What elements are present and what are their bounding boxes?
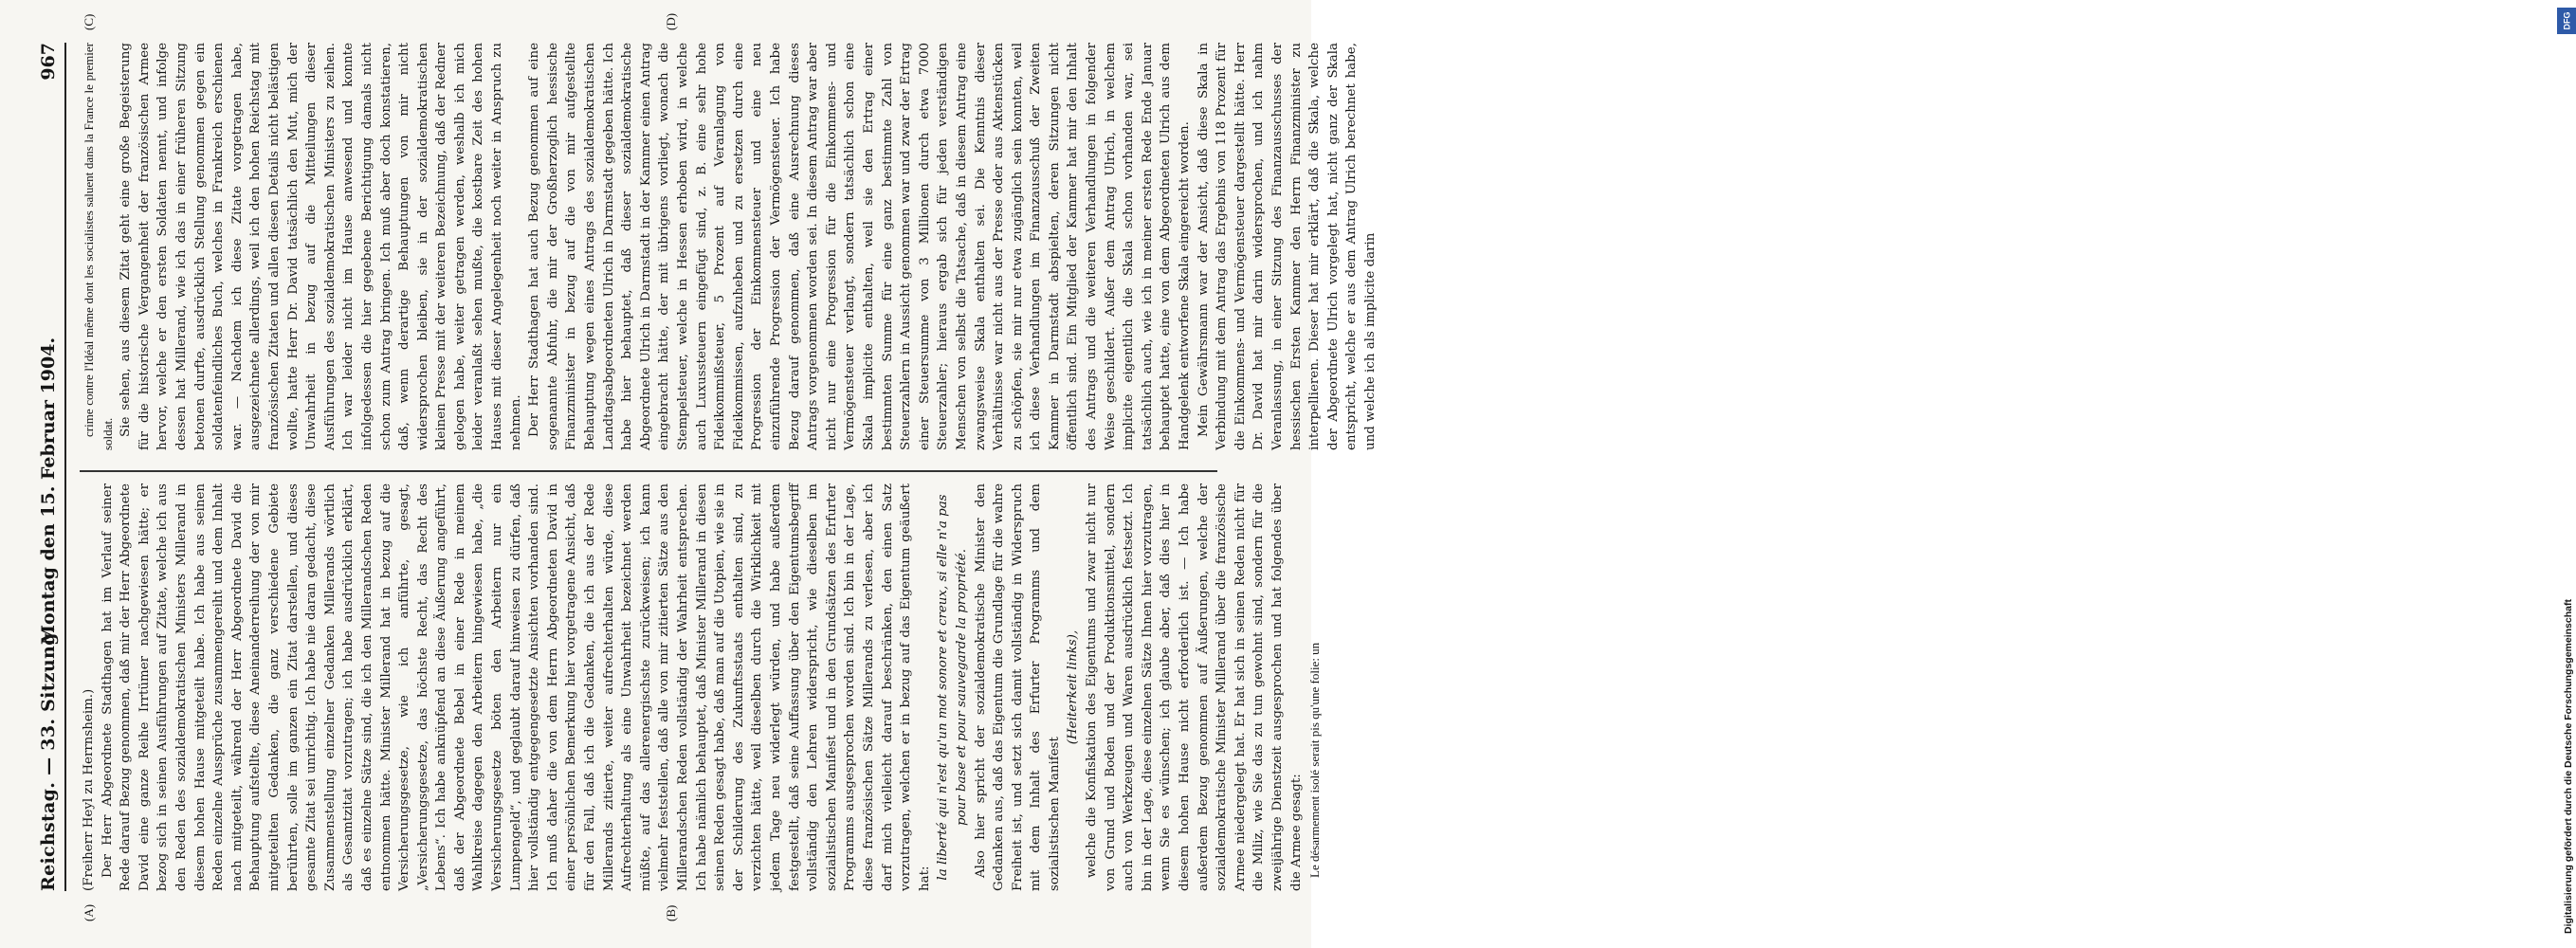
- quote-french: la liberté qui n'est qu'un mot sonore et creux, si elle n'a pas pour base et pour sauvegarde la propriété.: [936, 494, 969, 881]
- margin-marker-c: (C): [82, 13, 96, 30]
- dfg-logo: DFG: [2557, 8, 2576, 34]
- paragraph: Also hier spricht der sozialdemokratische Minister den Gedanken aus, daß das Eigentum die Grundlage für die wahre Freiheit ist, und setzt sich damit vollständig in Widerspruch mit dem Inhalt des Erfurter Programms und dem sozialistischen Manifest: [973, 483, 1062, 891]
- left-column: [80, 483, 1323, 891]
- margin-marker-b: (B): [664, 904, 678, 921]
- paragraph: Mein Gewährsmann war der Ansicht, daß diese Skala in Verbindung mit dem Antrag das Ergebnis von 118 Prozent für die Einkommens- und Vermögensteuer dargestellt hätte. Herr Dr. David hat mir darin widersprochen, und ich nahm Veranlassung, in einer Sitzung des Finanzausschusses der hessischen Ersten Kammer den Herrn Finanzminister zu interpellieren. Dieser hat mir erklärt, daß die Skala, welche der Abgeordnete Ulrich vorgelegt hat, nicht ganz der Skala entspricht, welche er aus dem Antrag Ulrich berechnet habe, und welche ich als implicite darin: [1196, 43, 1378, 450]
- quote-french: Le désarmement isolé serait pis qu'une folie: un: [1307, 642, 1323, 878]
- header-left: Reichstag. — 33. Sitzung.: [38, 626, 59, 891]
- paragraph: welche die Konfiskation des Eigentums und zwar nicht nur von Grund und Boden und der Produktionsmittel, sondern auch von Werkzeugen und Waren ausdrücklich festsetzt. Ich bin in der Lage, diese einzelnen Sätze Ihnen hier vorzutragen, wenn Sie es wünschen; ich glaube aber, daß dies hier in diesem hohen Hause nicht erforderlich ist. — Ich habe außerdem Bezug genommen auf Äußerungen, welche der sozialdemokratische Minister Millerand über die französische Armee niedergelegt hat. Er hat sich in seinen Reden nicht für die Miliz, wie Sie das zu tun gewohnt sind, sondern für die zweijährige Dienstzeit ausgesprochen und hat folgendes über die Armee gesagt:: [1085, 483, 1304, 891]
- header-center: Montag den 15. Februar 1904.: [38, 337, 59, 645]
- paragraph: Sie sehen, aus diesem Zitat geht eine große Begeisterung für die historische Vergangenheit der französischen Armee hervor, welche er den ersten Soldaten nennt, und infolge dessen hat Millerand, wie ich das in einer früheren Sitzung betonen durfte, ausdrücklich Stellung genommen gegen ein soldatenfeindliches Buch, welches in Frankreich erschienen war. — Nachdem ich diese Zitate vorgetragen habe, ausgezeichnete allerdings, weil ich den hohen Reichstag mit französischen Zitaten und allen diesen Details nicht belästigen wollte, hatte Herr Dr. David tatsächlich den Mut, mich der Unwahrheit in bezug auf die Mitteilungen dieser Ausführungen des sozialdemokratischen Ministers zu zeihen. Ich war leider nicht im Hause anwesend und konnte infolgedessen die hier gegebene Berichtigung damals nicht schon zum Antrag bringen. Ich muß aber doch konstatieren, daß, wenn derartige Behauptungen von mir nicht widersprochen bleiben, sie in der sozialdemokratischen kleinen Presse mit der weiteren Bezeichnung, daß der Redner gelogen habe, weiter getragen werden, weshalb ich mich leider veranlaßt sehen mußte, die kostbare Zeit des hohen Hauses mit dieser Angelegenheit noch weiter in Anspruch zu nehmen.: [119, 43, 523, 450]
- interjection: (Heiterkeit links),: [1066, 629, 1081, 745]
- column-divider: [80, 470, 1217, 472]
- paragraph: Der Herr Stadthagen hat auch Bezug genommen auf eine sogenannte Abfuhr, die mir der Großherzoglich hessische Finanzminister in bezug auf die von mir aufgestellte Behauptung wegen eines Antrags des sozialdemokratischen Landtagsabgeordneten Ulrich in Darmstadt gegeben hätte. Ich habe hier behauptet, daß dieser sozialdemokratische Abgeordnete Ulrich in Darmstadt in der Kammer einen Antrag eingebracht hätte, der mit übrigens vorliegt, wonach die Stempelsteuer, welche in Hessen erhoben wird, in welche auch Luxussteuern eingefügt sind, z. B. eine sehr hohe Fideikommißsteuer, 5 Prozent auf Veranlagung von Fideikommissen, aufzuheben und zu ersetzen durch eine Progression der Einkommensteuer und eine neu einzuführende Progression der Vermögensteuer. Ich habe Bezug darauf genommen, daß eine Ausrechnung dieses Antrags vorgenommen worden sei. In diesem Antrag war aber nicht nur eine Progression für die Einkommens- und Vermögensteuer verlangt, sondern tatsächlich schon eine Skala implicite enthalten, weil sie den Ertrag einer bestimmten Summe für eine ganz bestimmte Zahl von Steuerzahlern in Aussicht genommen war und zwar der Ertrag einer Steuersumme von 3 Millionen durch etwa 7000 Steuerzahler; hieraus ergab sich für jeden verständigen Menschen von selbst die Tatsache, daß in diesem Antrag eine zwangsweise Skala enthalten sei. Die Kenntnis dieser Verhältnisse war nicht aus der Presse oder aus Aktenstücken zu schöpfen, sie mir nur etwa zugänglich sein konnten, weil ich diese Verhandlungen im Finanzausschuß der Zweiten Kammer in Darmstadt abspielten, deren Sitzungen nicht öffentlich sind. Ein Mitglied der Kammer hat mir den Inhalt des Antrags und die weiteren Verhandlungen in folgender Weise geschildert. Außer dem Antrag Ulrich, in welchem implicite eigentlich die Skala schon vorhanden war, sei tatsächlich auch, wie ich in meiner ersten Rede Ende Januar behauptet hatte, eine von dem Abgeordneten Ulrich aus dem Handgelenk entworfene Skala eingereicht worden.: [527, 43, 1193, 450]
- margin-marker-a: (A): [82, 903, 96, 921]
- credit-text: Digitalisierung gefördert durch die Deutsche Forschungsgemeinschaft: [2563, 599, 2574, 934]
- paragraph: Der Herr Abgeordnete Stadthagen hat im Verlauf seiner Rede darauf Bezug genommen, daß mir der Herr Abgeordnete David eine ganze Reihe Irrtümer nachgewiesen hätte; er bezog sich in seinen Ausführungen auf Zitate, welche ich aus den Reden des sozialdemokratischen Ministers Millerand in diesem hohen Hause mitgeteilt habe. Ich habe aus seinen Reden einzelne Aussprüche zusammengereiht und dem Inhalt nach mitgeteilt, während der Herr Abgeordnete David die Behauptung aufstellte, diese Aneinanderreihung der von mir mitgeteilten Gedanken, die ganz verschiedene Gebiete berührten, solle im ganzen ein Zitat darstellen, und dieses gesamte Zitat sei unrichtig. Ich habe nie daran gedacht, diese Zusammenstellung einzelner Gedanken Millerands wörtlich als Gesamtzitat vorzutragen; ich habe ausdrücklich erklärt, daß es einzelne Sätze sind, die ich den Millerandschen Reden entnommen hätte. Minister Millerand hat in bezug auf die Versicherungsgesetze, wie ich anführte, gesagt, „Versicherungsgesetze, das höchste Recht, das Recht des Lebens“. Ich habe anknüpfend an diese Äußerung angeführt, daß der Abgeordnete Bebel in einer Rede in meinem Wahlkreise dagegen den Arbeitern hingewiesen habe, „die Versicherungsgesetze böten den Arbeitern nur ein Lumpengeld“, und geglaubt darauf hinweisen zu dürfen, daß hier vollständig entgegengesetzte Ansichten vorhanden sind. Ich muß daher die von dem Herrn Abgeordneten David in einer persönlichen Bemerkung hier vorgetragene Ansicht, daß für den Fall, daß ich die Gedanken, die ich aus der Rede Millerands zitierte, weiter aufrechterhalten würde, diese Aufrechterhaltung als eine Unwahrheit bezeichnet werden müßte, auf das allerenergischste zurückweisen; ich kann vielmehr feststellen, daß alle von mir zitierten Sätze aus den Millerandschen Reden vollständig der Wahrheit entsprechen. Ich habe nämlich behauptet, daß Minister Millerand in diesen seinen Reden gesagt habe, daß man auf die Utopien, wie sie in der Schilderung des Zukunftsstaats enthalten sind, zu verzichten hätte, weil dieselben durch die Wirklichkeit mit jedem Tage neu widerlegt würden, und habe außerdem festgestellt, daß seine Auffassung über den Eigentumsbegriff vollständig den Lehren widerspricht, wie dieselben im sozialistischen Manifest und in den Grundsätzen des Erfurter Programms ausgesprochen worden sind. Ich bin in der Lage, diese französischen Sätze Millerands zu verlesen, aber ich darf mich vielleicht darauf beschränken, den einen Satz vorzutragen, welchen er in bezug auf das Eigentum geäußert hat:: [100, 483, 932, 891]
- quote-french: crime contre l'Idéal même dont les socialistes saluent dans la France le premier soldat.: [82, 43, 115, 450]
- speaker-line: (Freiherr Heyl zu Herrnsheim.): [82, 688, 96, 891]
- right-column: [80, 43, 1378, 450]
- page-header: [36, 43, 66, 891]
- page-number: 967: [38, 43, 59, 81]
- margin-marker-d: (D): [664, 12, 678, 30]
